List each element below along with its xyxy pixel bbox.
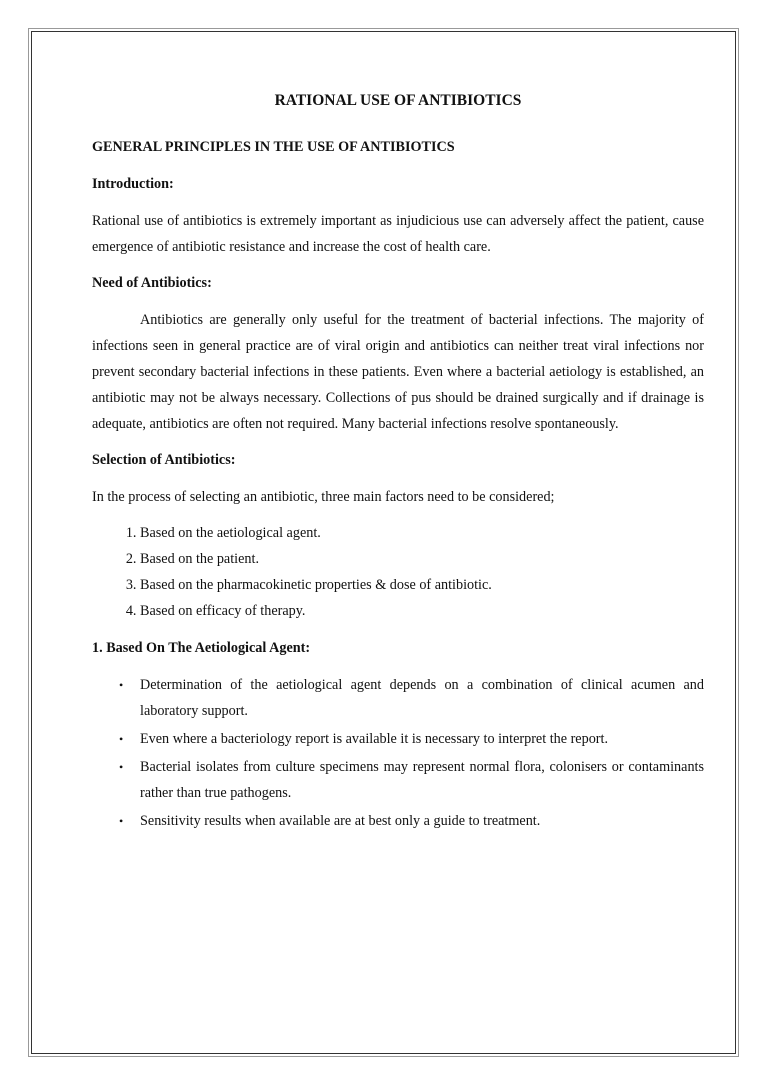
section-heading: GENERAL PRINCIPLES IN THE USE OF ANTIBIOTICS	[92, 139, 455, 155]
aetiological-list	[92, 672, 704, 834]
document-body	[92, 88, 704, 836]
document-title: RATIONAL USE OF ANTIBIOTICS	[274, 92, 522, 109]
list-item	[119, 754, 704, 806]
bullet-icon: •	[119, 678, 124, 692]
aetiological-heading: 1. Based On The Aetiological Agent:	[92, 640, 311, 656]
selection-text: In the process of selecting an antibiotic, three main factors need to be considered;	[92, 489, 555, 505]
list-item	[119, 808, 704, 834]
list-item-text: Bacterial isolates from culture specimens may represent normal flora, colonisers or contaminants rather than true pathogens.	[140, 759, 704, 801]
introduction-text: Rational use of antibiotics is extremely important as injudicious use can adversely affect the patient, cause emergence of antibiotic resistance and increase the cost of health care.	[92, 213, 704, 255]
selection-heading: Selection of Antibiotics:	[92, 452, 236, 468]
list-item: 3. Based on the pharmacokinetic properties & dose of antibiotic.	[140, 572, 704, 598]
introduction-heading: Introduction:	[92, 176, 174, 192]
selection-list	[92, 520, 704, 624]
bullet-icon: •	[119, 732, 124, 746]
list-item	[119, 672, 704, 724]
bullet-icon: •	[119, 814, 124, 828]
list-item	[119, 726, 704, 752]
bullet-icon: •	[119, 760, 124, 774]
list-item: 4. Based on efficacy of therapy.	[140, 598, 704, 624]
list-item: 1. Based on the aetiological agent.	[140, 520, 704, 546]
list-item-text: Sensitivity results when available are at best only a guide to treatment.	[140, 813, 541, 829]
need-heading: Need of Antibiotics:	[92, 275, 212, 291]
list-item: 2. Based on the patient.	[140, 546, 704, 572]
need-text: Antibiotics are generally only useful for the treatment of bacterial infections. The majority of infections seen in general practice are of viral origin and antibiotics can neither treat viral infections nor prevent secondary bacterial infections in these patients. Even where a bacterial aetiology is established, an antibiotic may not be always necessary. Collections of pus should be drained surgically and if drainage is adequate, antibiotics are often not required. Many bacterial infections resolve spontaneously.	[92, 312, 704, 432]
list-item-text: Determination of the aetiological agent depends on a combination of clinical acumen and laboratory support.	[140, 677, 704, 719]
list-item-text: Even where a bacteriology report is available it is necessary to interpret the report.	[140, 731, 609, 747]
